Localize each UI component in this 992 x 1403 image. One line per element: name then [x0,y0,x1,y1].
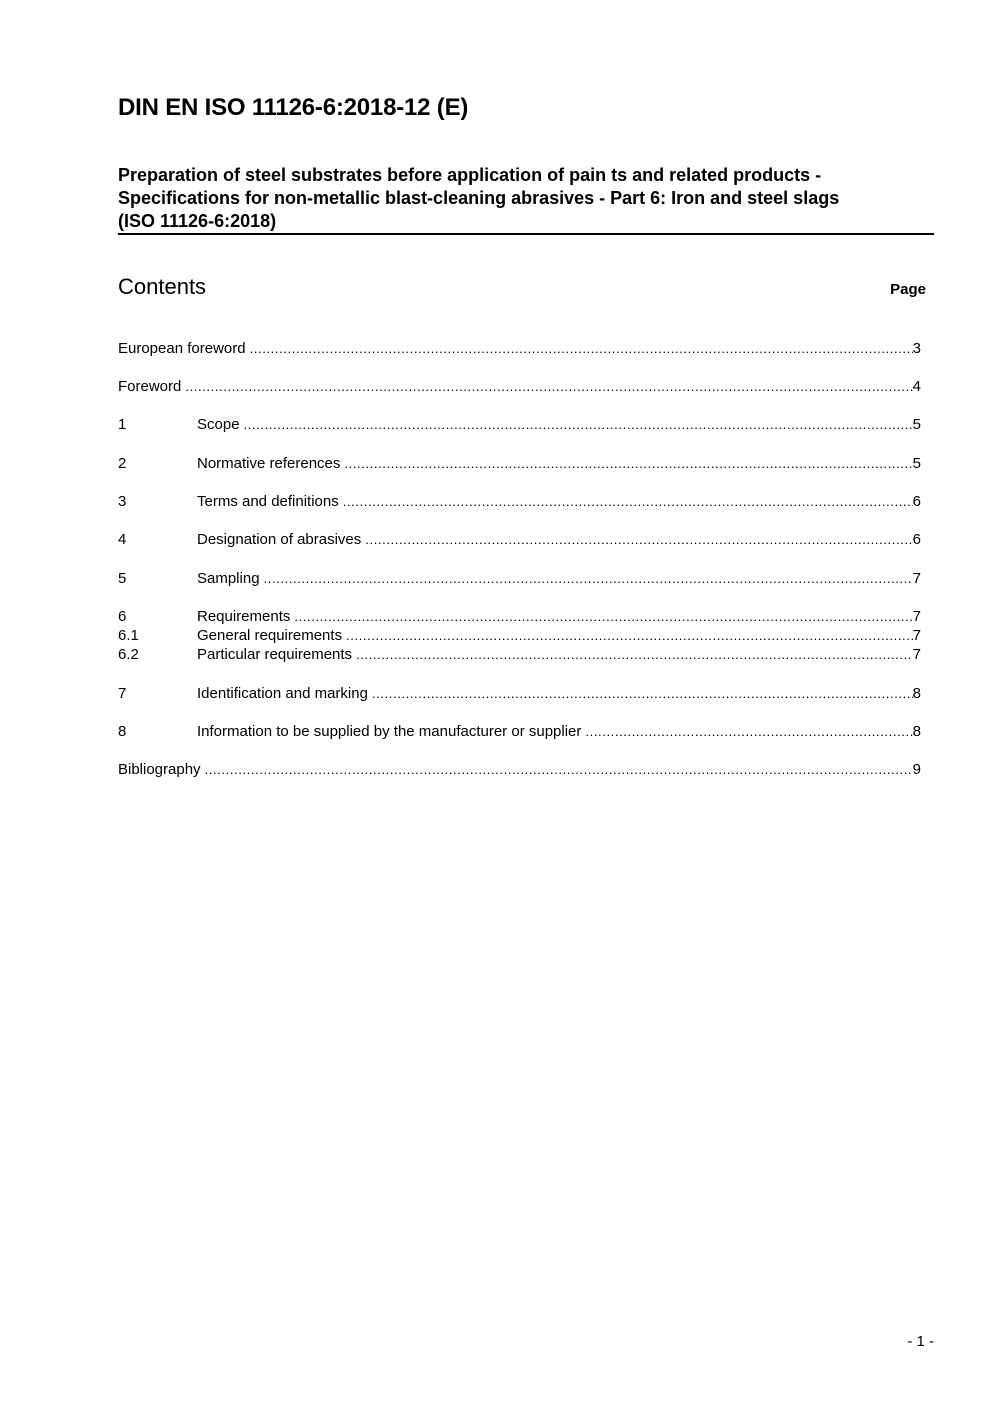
toc-entry-page: 7 [912,646,921,663]
toc-entry-foreword[interactable] [118,377,921,396]
toc-entry-title: Normative references [197,455,341,472]
toc-entry-title: Particular requirements [197,646,353,663]
toc-entry-designation-of-abrasives[interactable] [118,530,921,549]
contents-heading: Contents [118,274,207,299]
toc-entry-title: Information to be supplied by the manufacturer or supplier [197,723,582,740]
toc-entry-title: Scope [197,416,240,433]
document-title: DIN EN ISO 11126-6:2018-12 (E) [118,94,469,121]
toc-entry-page: 3 [912,340,921,357]
toc-entry-page: 7 [912,627,921,644]
toc-entry-scope[interactable] [118,415,921,434]
toc-entry-number: 3 [118,493,127,510]
toc-entry-page: 8 [912,723,921,740]
toc-entry-title: Requirements [197,608,291,625]
toc-entry-title: European foreword [118,340,246,357]
toc-entry-requirements[interactable] [118,607,921,626]
toc-leader-dots [344,454,912,473]
toc-entry-identification-and-marking[interactable] [118,684,921,703]
toc-entry-information-supplied[interactable] [118,722,921,741]
subtitle-line: (ISO 11126-6:2018) [118,211,277,231]
toc-entry-number: 6 [118,608,127,625]
toc-entry-european-foreword[interactable] [118,339,921,358]
toc-entry-number: 6.1 [118,627,139,644]
toc-entry-general-requirements[interactable] [118,626,921,645]
toc-leader-dots [372,684,913,703]
toc-entry-title: Bibliography [118,761,201,778]
toc-leader-dots [346,626,913,645]
toc-entry-page: 7 [912,570,921,587]
subtitle-line: Specifications for non-metallic blast-cleaning abrasives - Part 6: Iron and steel slags [118,188,840,208]
toc-entry-title: Sampling [197,570,260,587]
toc-entry-title: Identification and marking [197,685,368,702]
toc-entry-page: 5 [912,416,921,433]
document-subtitle [118,164,933,233]
toc-leader-dots [244,415,913,434]
title-divider [118,233,934,235]
toc-entry-number: 2 [118,455,127,472]
toc-entry-page: 4 [912,378,921,395]
toc-entry-title: Terms and definitions [197,493,339,510]
page-column-label: Page [890,281,926,298]
toc-leader-dots [343,492,913,511]
toc-entry-number: 4 [118,531,127,548]
toc-entry-title: General requirements [197,627,343,644]
toc-entry-normative-references[interactable] [118,454,921,473]
toc-entry-particular-requirements[interactable] [118,645,921,664]
toc-entry-page: 7 [912,608,921,625]
toc-entry-title: Designation of abrasives [197,531,362,548]
toc-entry-page: 9 [912,761,921,778]
toc-entry-bibliography[interactable] [118,760,921,779]
toc-entry-sampling[interactable] [118,569,921,588]
toc-leader-dots [185,377,912,396]
toc-entry-number: 1 [118,416,127,433]
toc-leader-dots [356,645,913,664]
toc-entry-page: 5 [912,455,921,472]
toc-entry-terms-and-definitions[interactable] [118,492,921,511]
toc-entry-title: Foreword [118,378,182,395]
toc-entry-number: 5 [118,570,127,587]
toc-entry-number: 7 [118,685,127,702]
toc-leader-dots [250,339,913,358]
page-number: - 1 - [907,1333,934,1350]
toc-entry-number: 6.2 [118,646,139,663]
toc-entry-page: 8 [912,685,921,702]
toc-leader-dots [264,569,913,588]
toc-entry-number: 8 [118,723,127,740]
toc-leader-dots [585,722,912,741]
subtitle-line: Preparation of steel substrates before application of pain ts and related products - [118,165,822,185]
toc-leader-dots [294,607,912,626]
toc-entry-page: 6 [912,493,921,510]
toc-entry-page: 6 [912,531,921,548]
toc-leader-dots [205,760,913,779]
toc-leader-dots [365,530,912,549]
